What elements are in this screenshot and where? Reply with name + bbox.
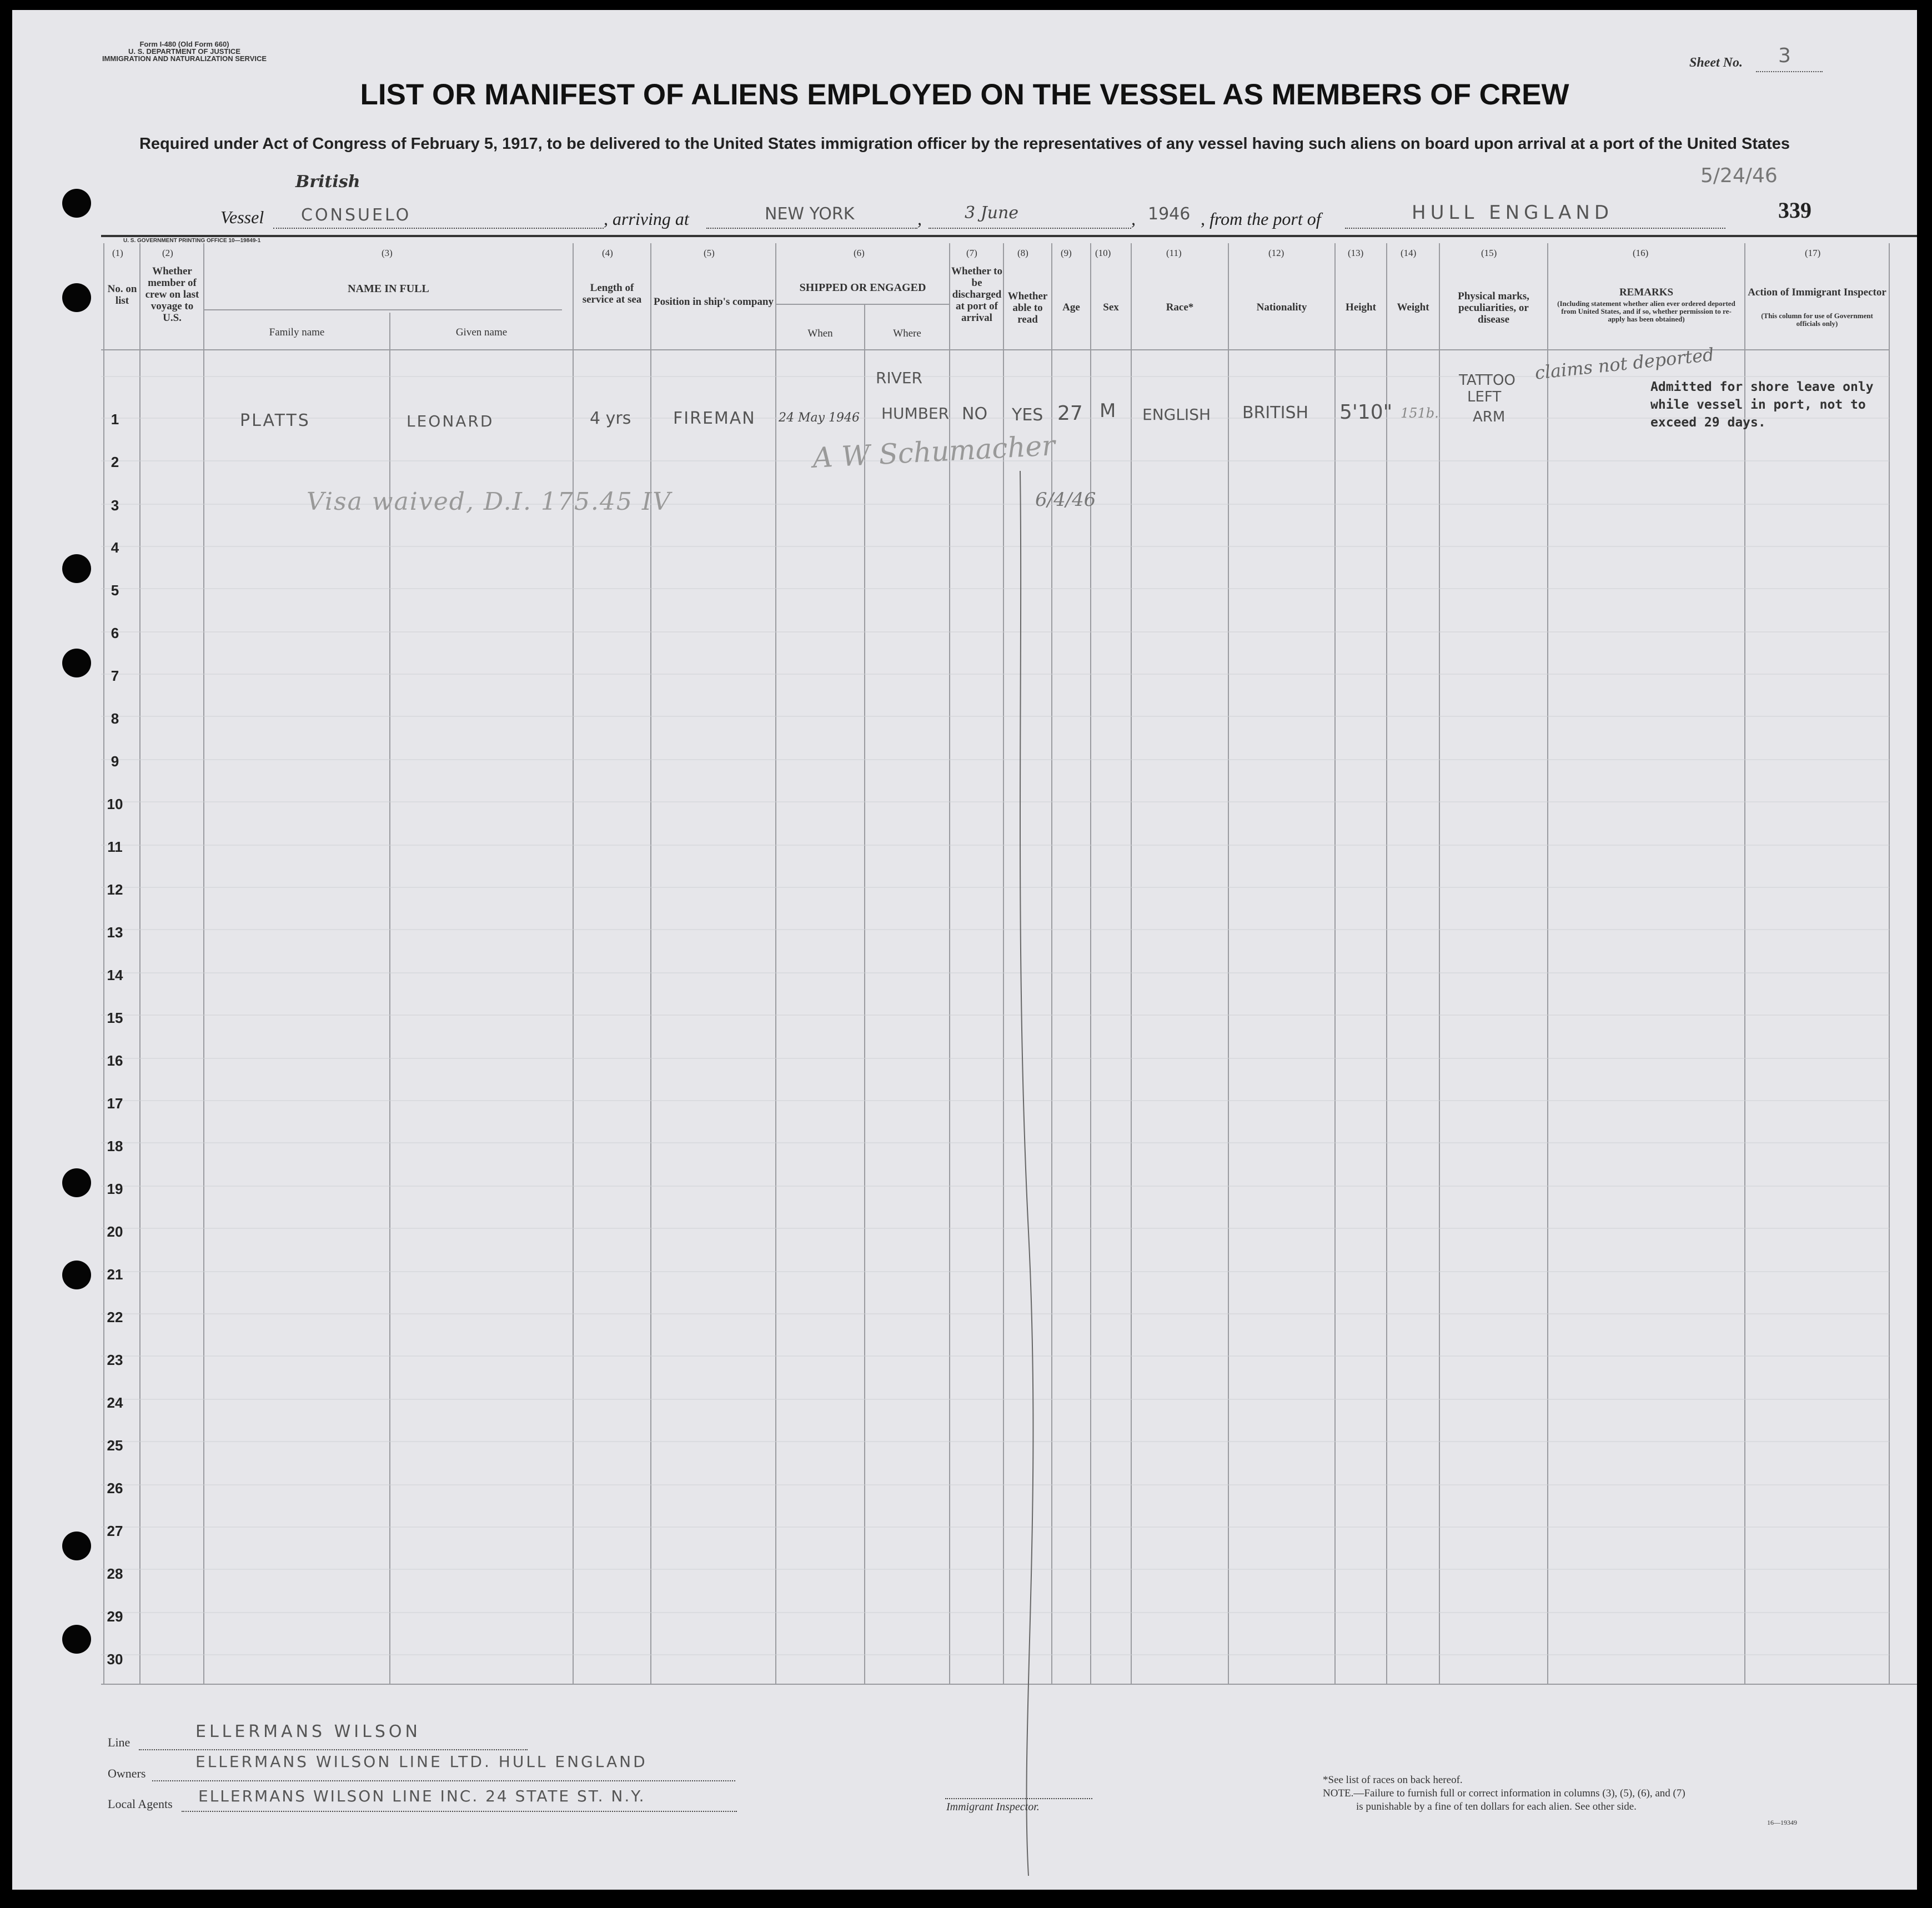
col-head-family-name: Family name [269,327,325,338]
entry-action-line3: exceed 29 days. [1650,415,1766,430]
col-head-remarks-note: (Including statement whether alien ever ordered deported from United States, and if so, whether permission to re-apply has been obtained) [1557,299,1735,323]
col-head-discharged: Whether to be discharged at port of arrival [951,265,1002,324]
row-number: 17 [107,1095,123,1112]
footer-agents-label: Local Agents [108,1797,173,1811]
row-number: 23 [107,1352,123,1368]
sheet-number-label: Sheet No. [1689,56,1743,70]
footer-line-value: ELLERMANS WILSON [195,1722,421,1741]
entry-marks-line2: LEFT [1467,389,1502,405]
row-number: 6 [111,625,119,641]
row-number: 28 [107,1565,123,1582]
row-number: 16 [107,1052,123,1069]
row-number: 18 [107,1138,123,1154]
date-sep: , [917,209,922,229]
binder-hole [62,1532,91,1560]
entry-action-line1: Admitted for shore leave only [1650,380,1874,394]
row-number: 1 [111,411,119,428]
row-number: 15 [107,1010,123,1026]
row-number: 13 [107,924,123,941]
entry-weight: 151b. [1401,405,1439,421]
page-subtitle: Required under Act of Congress of February 5, 1917, to be delivered to the United States immigration officer by the representatives of any vessel having such aliens on board upon arrival at a port of the United States [139,135,1790,153]
arrival-year: 1946 [1148,204,1191,224]
vessel-name: CONSUELO [301,205,412,225]
arrival-date: 3 June [965,203,1019,223]
row-number: 10 [107,796,123,812]
col-head-action: Action of Immigrant Inspector [1748,287,1886,298]
footer-note-fine-cont: is punishable by a fine of ten dollars for each alien. See other side. [1356,1801,1637,1812]
entry-discharged: NO [962,404,988,424]
entry-race: ENGLISH [1142,405,1211,424]
footer-note-fine: NOTE.—Failure to furnish full or correct information in columns (3), (5), (6), and (7) [1323,1788,1685,1799]
col-num-16: (16) [1633,248,1649,258]
col-num-11: (11) [1166,248,1182,258]
visa-note: Visa waived, D.I. 175.45 IV [307,488,672,516]
signature-date: 6/4/46 [1035,489,1096,511]
form-id-line3: IMMIGRATION AND NATURALIZATION SERVICE [102,54,267,63]
row-number: 27 [107,1523,123,1539]
col-num-8: (8) [1017,248,1028,258]
inspector-signature: A W Schumacher [812,429,1056,474]
entry-family-name: PLATTS [240,411,310,430]
binder-hole [62,649,91,677]
entry-height: 5'10" [1339,401,1393,424]
binder-hole [62,189,91,218]
row-number: 14 [107,967,123,983]
row-number: 8 [111,710,119,727]
col-num-13: (13) [1348,248,1364,258]
row-number: 3 [111,497,119,514]
footer-line-label: Line [108,1735,131,1749]
col-head-marks: Physical marks, peculiarities, or disease [1458,290,1529,325]
binder-hole [62,554,91,583]
col-head-race: Race* [1166,302,1194,313]
stamp-number: 339 [1778,198,1811,223]
col-head-remarks: REMARKS [1619,287,1674,298]
binder-hole [62,1168,91,1197]
entry-action-line2: while vessel in port, not to [1650,398,1866,412]
entry-marks-line1: TATTOO [1459,372,1516,389]
inspector-signature-rule [945,1798,1092,1799]
col-num-12: (12) [1268,248,1284,258]
col-head-name: NAME IN FULL [348,283,429,295]
footer-agents-value: ELLERMANS WILSON LINE INC. 24 STATE ST. N.Y. [198,1787,646,1805]
row-number: 11 [107,838,123,855]
binder-hole [62,1625,91,1654]
col-head-position: Position in ship's company [654,296,774,308]
binder-hole [62,1261,91,1289]
entry-where-line1: RIVER [876,369,923,387]
arriving-port: NEW YORK [765,204,855,224]
col-head-height: Height [1346,302,1376,313]
entry-where-line2: HUMBER [881,404,950,423]
row-number: 5 [111,582,119,599]
col-num-4: (4) [602,248,613,258]
col-num-10: (10) [1095,248,1111,258]
row-number: 22 [107,1309,123,1325]
footer-owners-value: ELLERMANS WILSON LINE LTD. HULL ENGLAND [195,1753,648,1771]
footer-agents-rule [182,1811,737,1812]
row-number: 21 [107,1266,123,1283]
entry-age: 27 [1057,402,1083,425]
entry-when: 24 May 1946 [779,411,860,425]
col-num-3: (3) [382,248,393,258]
col-head-last-voyage: Whether member of crew on last voyage to U.S. [145,265,199,324]
entry-marks-line3: ARM [1473,409,1506,425]
entry-position: FIREMAN [673,409,756,428]
gpo-line: U. S. GOVERNMENT PRINTING OFFICE 10—19849-1 [123,238,261,244]
arriving-label: , arriving at [604,209,689,229]
binder-hole [62,283,91,312]
entry-service: 4 yrs [590,409,631,428]
row-number: 7 [111,667,119,684]
col-head-service: Length of service at sea [582,282,642,305]
col-num-2: (2) [162,248,173,258]
entry-nationality: BRITISH [1242,403,1309,423]
row-number: 29 [107,1608,123,1625]
col-num-9: (9) [1061,248,1072,258]
inspector-label: Immigrant Inspector. [946,1801,1040,1813]
row-number: 30 [107,1651,123,1668]
col-head-when: When [807,328,833,339]
row-number: 4 [111,539,119,556]
page-title: LIST OR MANIFEST OF ALIENS EMPLOYED ON THE VESSEL AS MEMBERS OF CREW [360,78,1569,111]
col-head-read: Whether able to read [1007,290,1048,325]
col-head-sex: Sex [1103,302,1119,313]
col-head-where: Where [893,328,921,339]
date-mark: 5/24/46 [1700,164,1778,187]
col-num-7: (7) [966,248,977,258]
col-num-14: (14) [1401,248,1417,258]
vessel-nationality-note: British [295,172,360,192]
col-head-nationality: Nationality [1256,302,1307,313]
manifest-sheet [12,10,1917,1890]
row-number: 19 [107,1181,123,1197]
col-head-shipped: SHIPPED OR ENGAGED [799,282,926,294]
sheet-number-value: 3 [1778,44,1791,67]
footer-owners-rule [152,1780,735,1781]
from-port-label: , from the port of [1201,209,1321,229]
footer-line-rule [139,1749,528,1750]
footer-owners-label: Owners [108,1766,146,1780]
col-head-given-name: Given name [455,327,508,338]
year-sep: , [1131,209,1136,229]
entry-read: YES [1012,405,1043,425]
row-number: 25 [107,1437,123,1454]
row-number: 2 [111,454,119,470]
col-num-6: (6) [854,248,865,258]
col-head-age: Age [1062,302,1080,313]
form-id-line2: U. S. DEPARTMENT OF JUSTICE [128,47,240,56]
footer-note-races: *See list of races on back hereof. [1323,1774,1463,1786]
col-head-action-note: (This column for use of Government officials only) [1761,312,1873,328]
from-port: HULL ENGLAND [1412,202,1614,224]
row-number: 20 [107,1223,123,1240]
entry-remarks: claims not deported [1534,344,1715,384]
footer-form-code: 16—19349 [1767,1819,1797,1826]
col-head-weight: Weight [1397,302,1429,313]
entry-sex: M [1100,400,1116,422]
col-num-5: (5) [704,248,715,258]
col-num-15: (15) [1481,248,1497,258]
row-number: 9 [111,753,119,770]
col-num-1: (1) [112,248,123,258]
entry-given-name: LEONARD [407,412,494,430]
form-id-line1: Form I-480 (Old Form 660) [139,40,229,48]
row-number: 12 [107,881,123,898]
col-head-no: No. on list [107,283,137,307]
row-number: 24 [107,1394,123,1411]
row-number: 26 [107,1480,123,1497]
col-num-17: (17) [1805,248,1821,258]
vessel-label: Vessel [220,207,264,227]
